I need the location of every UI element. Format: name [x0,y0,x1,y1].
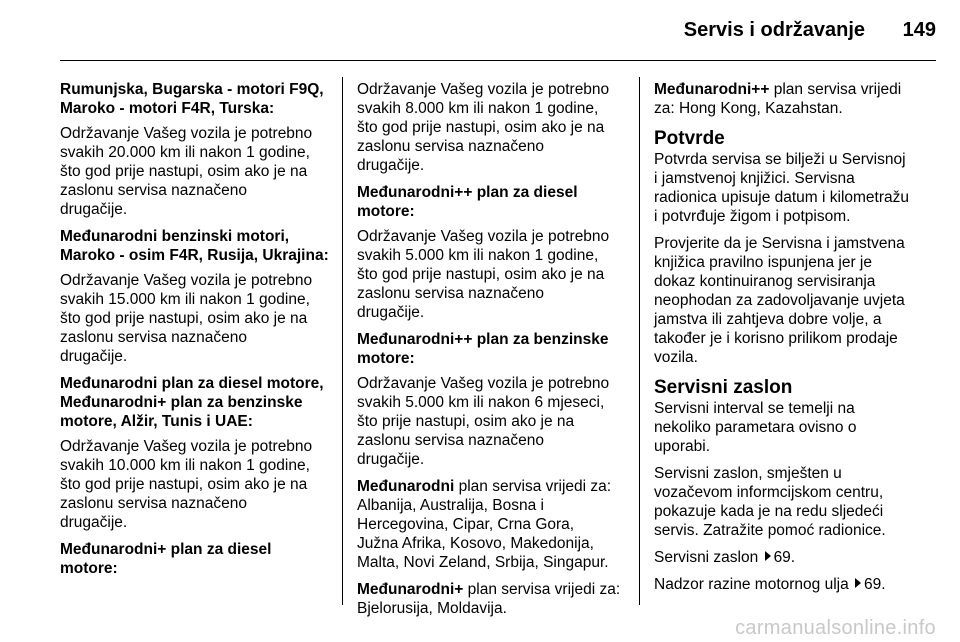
paragraph: Održavanje Vašeg vozila je potrebno svakih 8.000 km ili nakon 1 godine, što god prije nastupi, osim ako je na zaslonu servisa naznačeno drugačije. [357,81,610,174]
section-heading: Međunarodni plan za diesel motore, Međunarodni+ plan za benzinske motore, Alžir, Tunis i UAE: [60,375,324,430]
cross-reference[interactable] [654,575,936,594]
watermark: carmanualsonline.info [735,617,936,639]
paragraph: Provjerite da je Servisna i jamstvena knjižica pravilno ispunjena jer je dokaz kontinuiranog servisiranja neophodan za zadovoljavanje uvjeta jamstva ili zahtjeva dobre volje, a također je i korisno prilikom prodaje vozila. [654,235,905,366]
paragraph-text: plan servisa vrijedi za: Hong Kong, Kazahstan. [654,81,902,117]
cross-reference[interactable] [654,548,936,567]
header-divider [60,60,936,61]
section-heading: Međunarodni benzinski motori, Maroko - osim F4R, Rusija, Ukrajina: [60,228,329,264]
page-title: Servis i održavanje [683,19,865,41]
bold-term: Međunarodni++ [654,81,770,98]
paragraph: Održavanje Vašeg vozila je potrebno svakih 15.000 km ili nakon 1 godine, što god prije nastupi, osim ako je na zaslonu servisa naznačeno drugačije. [60,272,313,365]
paragraph: Održavanje Vašeg vozila je potrebno svakih 5.000 km ili nakon 6 mjeseci, što prije nastupi, osim ako je na zaslonu servisa naznačeno drugačije. [357,375,610,468]
section-title: Potvrde [654,128,725,149]
section-heading: Rumunjska, Bugarska - motori F9Q, Maroko - motori F4R, Turska: [60,81,324,117]
paragraph: Održavanje Vašeg vozila je potrebno svakih 5.000 km ili nakon 1 godine, što god prije nastupi, osim ako je na zaslonu servisa naznačeno drugačije. [357,228,610,321]
reference-page: 69. [773,549,796,566]
section-heading: Međunarodni++ plan za benzinske motore: [357,331,609,367]
paragraph: Potvrda servisa se bilježi u Servisnoj i jamstvenoj knjižici. Servisna radionica upisuje datum i kilometražu i potvrđuje žigom i potpisom. [654,151,910,225]
paragraph: Održavanje Vašeg vozila je potrebno svakih 20.000 km ili nakon 1 godine, što god prije nastupi, osim ako je na zaslonu servisa naznačeno drugačije. [60,125,313,218]
paragraph: Servisni interval se temelji na nekoliko parametara ovisno o uporabi. [654,400,857,455]
paragraph-text: plan servisa vrijedi za: Albanija, Australija, Bosna i Hercegovina, Cipar, Crna Gora, Južna Afrika, Kosovo, Makedonija, Malta, Novi Zeland, Srbija, Singapur. [357,478,612,571]
paragraph: Servisni zaslon, smješten u vozačevom informcijskom centru, pokazuje kada je na redu sljedeći servis. Zatražite pomoć radionice. [654,465,886,539]
triangle-right-icon [765,551,771,561]
paragraph: Održavanje Vašeg vozila je potrebno svakih 10.000 km ili nakon 1 godine, što god prije nastupi, osim ako je na zaslonu servisa naznačeno drugačije. [60,438,313,531]
paragraph [654,80,936,118]
section-title: Servisni zaslon [654,377,793,398]
bold-term: Međunarodni [357,478,455,495]
reference-text: Servisni zaslon [654,549,759,566]
section-heading: Međunarodni+ plan za diesel motore: [60,541,272,577]
column-divider-1 [342,77,343,605]
column-3 [654,80,936,602]
reference-page: 69. [864,576,886,593]
page-number: 149 [902,19,936,41]
section-heading: Međunarodni++ plan za diesel motore: [357,184,578,220]
column-2 [357,80,629,626]
paragraph [357,580,629,618]
reference-text: Nadzor razine motornog ulja [654,576,849,593]
column-1 [60,80,330,586]
bold-term: Međunarodni+ [357,581,464,598]
column-divider-2 [639,77,640,605]
paragraph-text: plan servisa vrijedi za: Bjelorusija, Moldavija. [357,581,621,617]
triangle-right-icon [855,578,861,588]
paragraph [357,477,629,572]
